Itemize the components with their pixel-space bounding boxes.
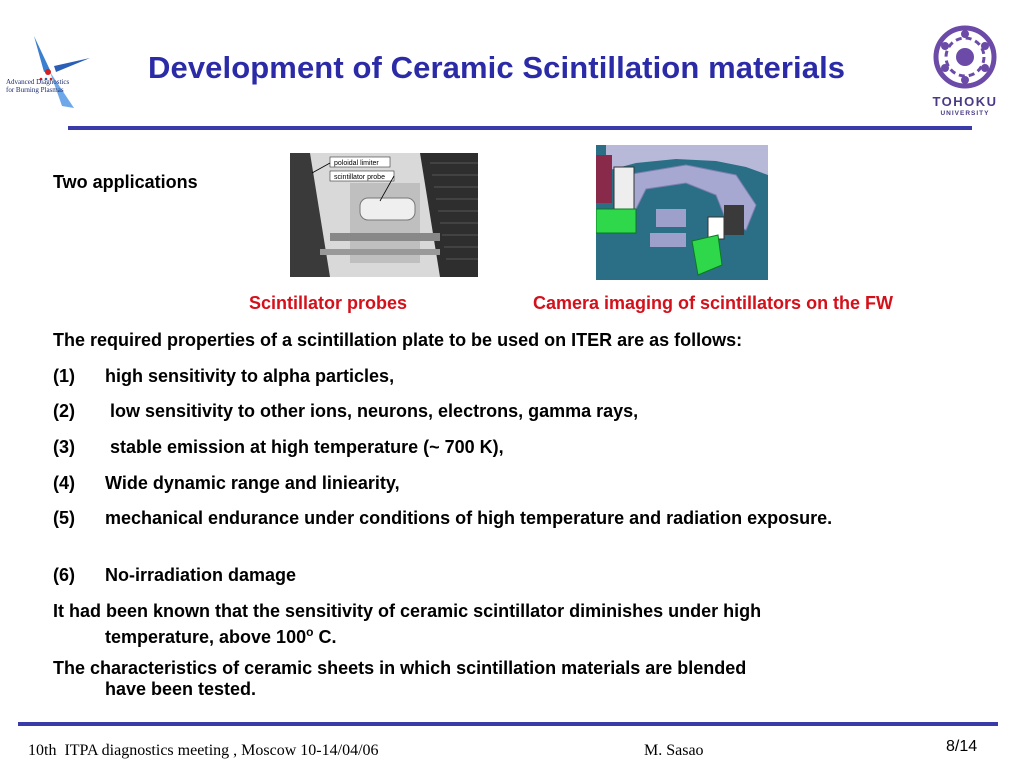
university-name: TOHOKU (932, 94, 998, 109)
list-item-text: stable emission at high temperature (~ 700 K), (105, 437, 504, 457)
organization-logo (4, 32, 96, 110)
university-logo (930, 22, 1000, 122)
lead-paragraph: The required properties of a scintillation plate to be used on ITER are as follows: (53, 330, 743, 350)
sensitivity-line-2-unit: C. (313, 627, 337, 647)
list-item (53, 565, 953, 586)
list-item-number: (6) (53, 565, 75, 585)
list-item (53, 401, 953, 422)
list-item-text: mechanical endurance under conditions of high temperature and radiation exposure. (105, 508, 833, 528)
page-number: 8/14 (946, 738, 978, 755)
list-item-text: high sensitivity to alpha particles, (105, 366, 395, 386)
list-item-number: (2) (53, 401, 75, 421)
org-line-2: for Burning Plasmas (6, 86, 64, 94)
university-subtitle: UNIVERSITY (940, 110, 990, 117)
list-item-number: (1) (53, 366, 75, 386)
characteristics-line-2: have been tested. (105, 679, 257, 699)
annotation-scintillator-probe: scintillator probe (334, 174, 385, 181)
list-item-number: (3) (53, 437, 75, 457)
footer-author: M. Sasao (644, 742, 704, 759)
footer-divider (18, 722, 998, 726)
list-item (53, 473, 953, 494)
figure-caption-probes: Scintillator probes (249, 293, 408, 313)
section-label: Two applications (53, 172, 198, 192)
list-item (53, 508, 953, 529)
list-item-text: low sensitivity to other ions, neurons, electrons, gamma rays, (105, 401, 639, 421)
list-item-number: (5) (53, 508, 75, 528)
page-title: Development of Ceramic Scintillation materials (148, 50, 846, 85)
characteristics-line-1: The characteristics of ceramic sheets in which scintillation materials are blended (53, 658, 747, 678)
footer-meeting: 10th ITPA diagnostics meeting , Moscow 10-14/04/06 (28, 742, 379, 759)
camera-imaging-image (596, 145, 768, 280)
header-divider (68, 126, 972, 130)
figure-caption-camera: Camera imaging of scintillators on the FW (533, 293, 894, 313)
sensitivity-line-2 (53, 622, 983, 648)
sensitivity-line-2-text: temperature, above 100 (105, 627, 307, 647)
sensitivity-line-1: It had been known that the sensitivity of ceramic scintillator diminishes under high (53, 601, 762, 621)
list-item-text: Wide dynamic range and liniearity, (105, 473, 400, 493)
tohoku-emblem-icon (930, 22, 1000, 92)
list-item-text: No-irradiation damage (105, 565, 297, 585)
degree-superscript: o (306, 625, 314, 639)
annotation-poloidal-limiter: poloidal limiter (334, 160, 379, 167)
characteristics-paragraph (53, 658, 983, 700)
list-item (53, 366, 953, 387)
sensitivity-paragraph (53, 601, 983, 648)
list-item-number: (4) (53, 473, 75, 493)
dove-star-icon (4, 32, 96, 110)
org-line-1: Advanced Diagnostics (6, 78, 70, 86)
scintillator-probe-image (290, 153, 478, 277)
list-item (53, 437, 953, 458)
